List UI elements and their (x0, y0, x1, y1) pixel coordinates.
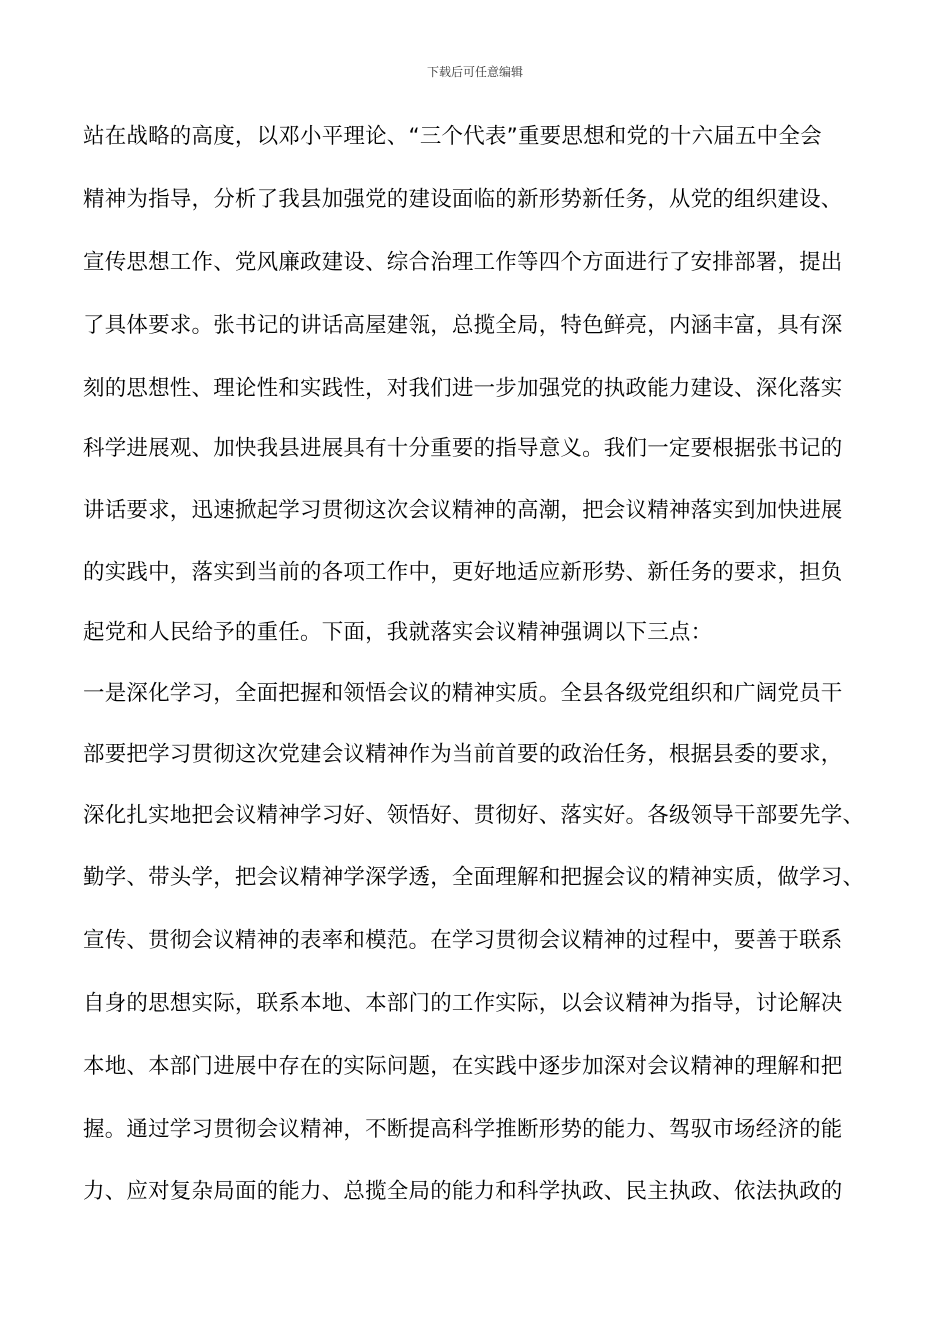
text-line: 的实践中，落实到当前的各项工作中，更好地适应新形势、新任务的要求，担负 (83, 560, 843, 585)
text-line: 自身的思想实际，联系本地、本部门的工作实际，以会议精神为指导，讨论解决 (83, 991, 843, 1016)
text-line: 深化扎实地把会议精神学习好、领悟好、贯彻好、落实好。各级领导干部要先学、 (83, 803, 865, 828)
text-line: 起党和人民给予的重任。下面，我就落实会议精神强调以下三点： (83, 620, 713, 645)
text-line: 握。通过学习贯彻会议精神，不断提高科学推断形势的能力、驾驭市场经济的能 (83, 1117, 843, 1142)
text-line: 宣传、贯彻会议精神的表率和模范。在学习贯彻会议精神的过程中，要善于联系 (83, 928, 843, 953)
text-line: 部要把学习贯彻这次党建会议精神作为当前首要的政治任务，根据县委的要求， (83, 742, 843, 767)
text-line: 宣传思想工作、党风廉政建设、综合治理工作等四个方面进行了安排部署，提出 (83, 250, 843, 275)
text-line: 一是深化学习，全面把握和领悟会议的精神实质。全县各级党组织和广阔党员干 (83, 681, 843, 706)
text-line: 讲话要求，迅速掀起学习贯彻这次会议精神的高潮，把会议精神落实到加快进展 (83, 498, 843, 523)
text-line: 刻的思想性、理论性和实践性，对我们进一步加强党的执政能力建设、深化落实 (83, 376, 843, 401)
text-line: 精神为指导，分析了我县加强党的建设面临的新形势新任务，从党的组织建设、 (83, 187, 843, 212)
text-line: 了具体要求。张书记的讲话高屋建瓴，总揽全局，特色鲜亮，内涵丰富，具有深 (83, 313, 843, 338)
text-line: 科学进展观、加快我县进展具有十分重要的指导意义。我们一定要根据张书记的 (83, 436, 843, 461)
text-line: 站在战略的高度，以邓小平理论、“三个代表”重要思想和党的十六届五中全会 (83, 124, 822, 149)
text-line: 本地、本部门进展中存在的实际问题，在实践中逐步加深对会议精神的理解和把 (83, 1054, 843, 1079)
text-line: 勤学、带头学，把会议精神学深学透，全面理解和把握会议的精神实质，做学习、 (83, 865, 865, 890)
page-header: 下载后可任意编辑 (426, 65, 523, 79)
text-line: 力、应对复杂局面的能力、总揽全局的能力和科学执政、民主执政、依法执政的 (83, 1179, 843, 1204)
